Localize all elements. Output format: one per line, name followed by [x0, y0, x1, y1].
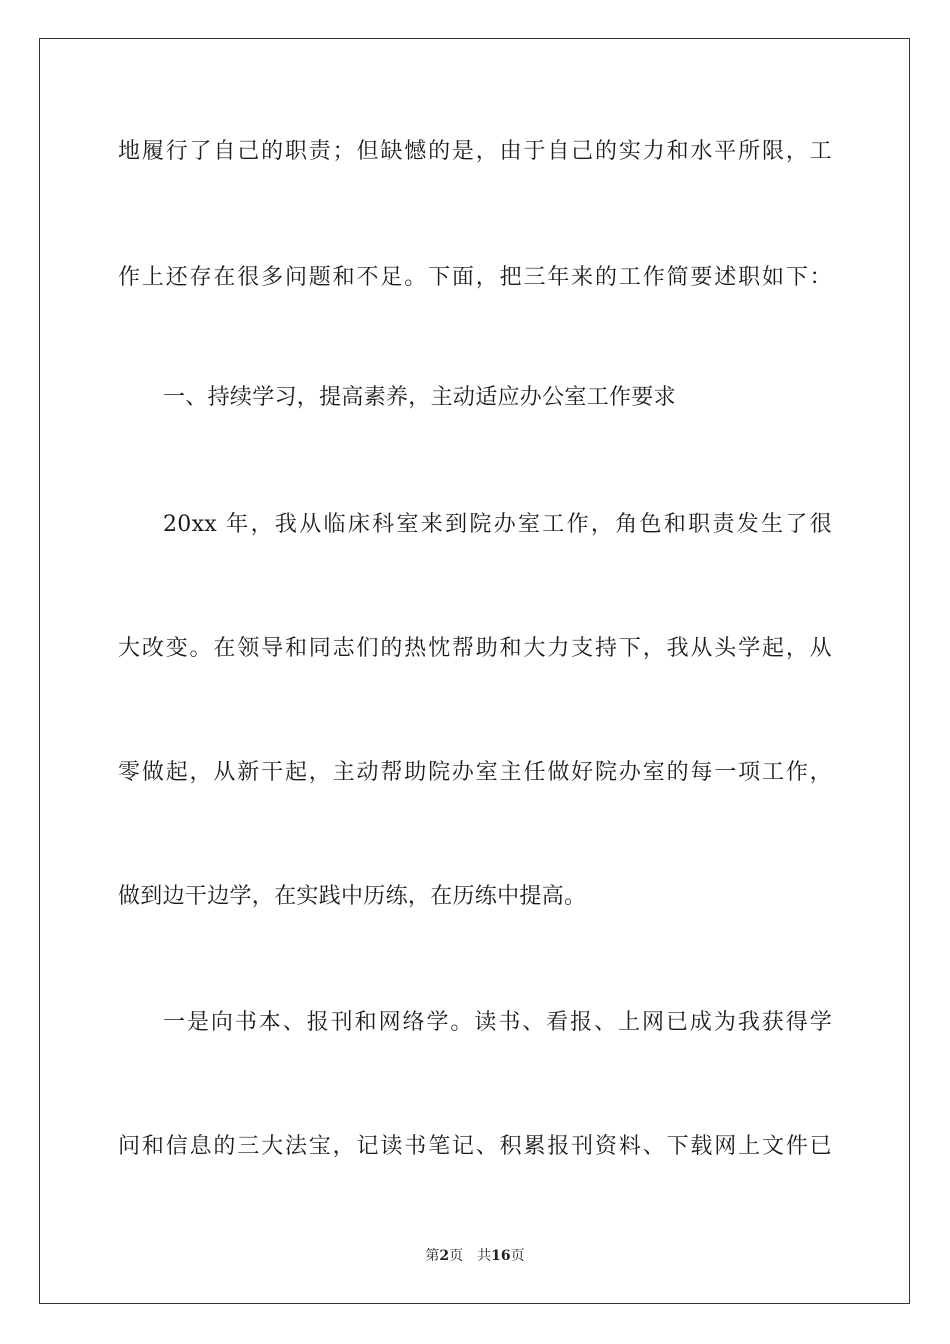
body-text-line: 做到边干边学，在实践中历练，在历练中提高。: [118, 884, 587, 909]
page-border: [39, 38, 910, 1304]
footer-page-prefix: 第: [425, 1248, 440, 1264]
page-footer: [0, 1246, 950, 1266]
body-text-line: 地履行了自己的职责；但缺憾的是，由于自己的实力和水平所限，工: [118, 139, 832, 164]
footer-total-pages: 16: [491, 1248, 511, 1264]
footer-page-number: 2: [439, 1248, 450, 1264]
section-heading: 一、持续学习，提高素养，主动适应办公室工作要求: [163, 385, 676, 410]
body-text-line: 作上还存在很多问题和不足。下面，把三年来的工作简要述职如下：: [118, 265, 832, 290]
footer-total-prefix: 共: [477, 1248, 492, 1264]
body-text-line: 问和信息的三大法宝，记读书笔记、积累报刊资料、下载网上文件已: [118, 1134, 832, 1159]
body-text-line: 一是向书本、报刊和网络学。读书、看报、上网已成为我获得学: [163, 1010, 832, 1035]
body-text-line: 20xx 年，我从临床科室来到院办室工作，角色和职责发生了很: [163, 512, 832, 537]
footer-total-suffix: 页: [510, 1248, 525, 1264]
footer-page-suffix: 页: [449, 1248, 464, 1264]
body-text-line: 零做起，从新干起，主动帮助院办室主任做好院办室的每一项工作，: [118, 760, 832, 785]
body-text-line: 大改变。在领导和同志们的热忱帮助和大力支持下，我从头学起，从: [118, 636, 832, 661]
